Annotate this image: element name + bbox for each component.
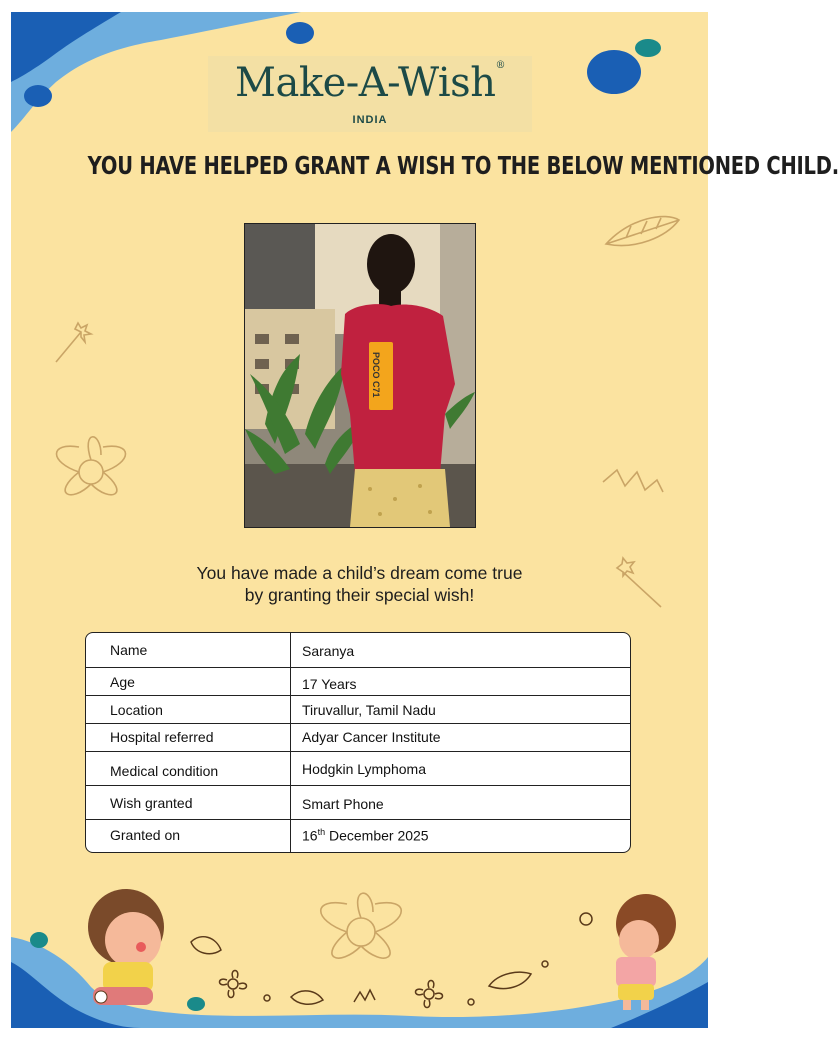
phone-box-label: POCO C71 xyxy=(371,352,381,398)
child-photo xyxy=(244,223,476,528)
label-wish: Wish granted xyxy=(110,795,193,811)
logo-name: Make-A-Wish xyxy=(235,60,496,106)
logo-trademark: ® xyxy=(495,60,505,71)
label-age: Age xyxy=(110,674,135,690)
table-row-condition xyxy=(86,751,630,786)
value-location: Tiruvallur, Tamil Nadu xyxy=(302,702,436,718)
value-age: 17 Years xyxy=(302,676,357,692)
table-row-wish xyxy=(86,785,630,820)
table-row-granted-on xyxy=(86,819,630,853)
value-granted-on: 16th December 2025 xyxy=(302,827,429,844)
table-row-location xyxy=(86,695,630,724)
table-row-hospital xyxy=(86,723,630,752)
tagline-line-2: by granting their special wish! xyxy=(244,585,475,605)
make-a-wish-logo xyxy=(208,56,532,132)
headline: YOU HAVE HELPED GRANT A WISH TO THE BELOW MENTIONED CHILD. xyxy=(87,151,839,180)
label-hospital: Hospital referred xyxy=(110,729,214,745)
wish-details-table xyxy=(85,632,631,853)
logo-region: INDIA xyxy=(352,114,388,126)
table-row-age xyxy=(86,667,630,696)
value-wish: Smart Phone xyxy=(302,796,384,812)
label-granted-on: Granted on xyxy=(110,827,181,843)
label-name: Name xyxy=(110,642,148,658)
tagline xyxy=(11,562,708,606)
table-row-name xyxy=(86,633,630,667)
value-condition: Hodgkin Lymphoma xyxy=(302,761,426,777)
wish-certificate xyxy=(11,12,839,1028)
tagline-line-1: You have made a child’s dream come true xyxy=(196,563,523,583)
label-location: Location xyxy=(110,702,163,718)
label-condition: Medical condition xyxy=(110,763,219,779)
girl-illustration xyxy=(88,889,164,1005)
value-hospital: Adyar Cancer Institute xyxy=(302,729,441,745)
value-name: Saranya xyxy=(302,643,355,659)
